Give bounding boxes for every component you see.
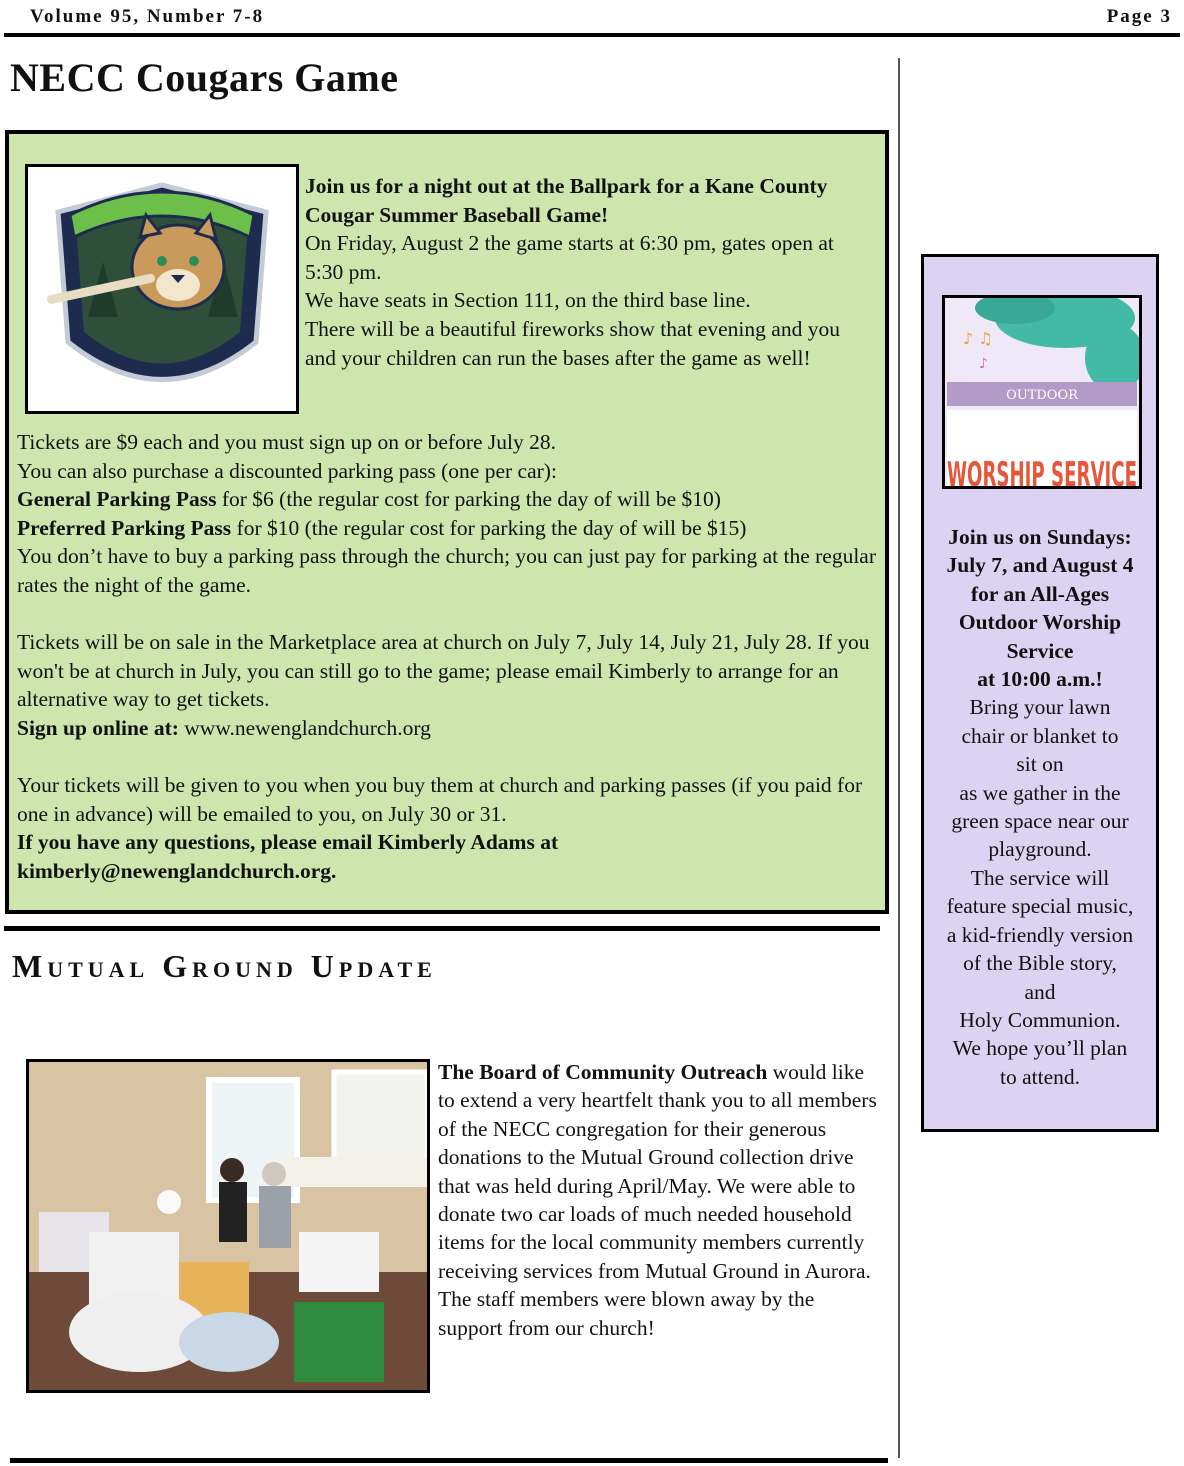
worship-graphic [945, 298, 1139, 486]
worship-image-big-text: WORSHIP SERVICE [947, 455, 1137, 486]
worship-bold-line: for an All-Ages [970, 581, 1110, 606]
parking-optional: You don’t have to buy a parking pass through the church; you can just pay for parking at the regular rates the night of the game. [17, 544, 877, 597]
volume-label: Volume 95, Number 7-8 [30, 6, 265, 27]
mutual-ground-board: The Board of Community Outreach [438, 1060, 768, 1084]
worship-line: sit on [1016, 752, 1064, 777]
svg-text:♪: ♪ [979, 356, 988, 372]
cougars-title: NECC Cougars Game [10, 55, 399, 100]
cougar-logo [28, 167, 296, 411]
intro-line: We have seats in Section 111, on the third base line. [305, 288, 751, 313]
intro-heading: Join us for a night out at the Ballpark for a Kane County Cougar Summer Baseball Game! [305, 174, 828, 227]
worship-image-small-text: OUTDOOR [1006, 388, 1078, 403]
cougars-box [5, 130, 889, 914]
worship-line: chair or blanket to [961, 723, 1119, 748]
sale-info: Tickets will be on sale in the Marketplace area at church on July 7, July 14, July 21, July 28. If you won't be at church in July, you can still go to the game; please email Kimberly to arrange for an alternative way to get tickets. [17, 630, 870, 712]
cougars-details [17, 428, 877, 886]
worship-line: We hope you’ll plan [952, 1036, 1128, 1061]
questions-contact [17, 828, 877, 885]
donation-photo-image [29, 1062, 427, 1390]
worship-line: of the Bible story, [963, 951, 1117, 976]
worship-line: to attend. [999, 1064, 1080, 1089]
intro-line: On Friday, August 2 the game starts at 6:30 pm, gates open at 5:30 pm. [305, 231, 834, 284]
signup-label: Sign up online at: [17, 715, 179, 740]
worship-line: Holy Communion. [959, 1007, 1121, 1032]
general-parking-detail: for $6 (the regular cost for parking the day of will be $10) [216, 487, 721, 512]
preferred-parking-detail: for $10 (the regular cost for parking the day of will be $15) [231, 515, 747, 540]
questions-text: If you have any questions, please email Kimberly Adams at kimberly@newenglandchurch.org. [17, 830, 559, 883]
cougars-logo-frame [25, 164, 299, 414]
column-divider [898, 58, 900, 1458]
worship-box [921, 254, 1159, 1132]
mutual-ground-body: would like to extend a very heartfelt thank you to all members of the NECC congregation for their generous donations to the Mutual Ground collection drive that was held during April/May. We were able to donate two car loads of much needed household items for the local community members currently receiving services from Mutual Ground in Aurora. The staff members were blown away by the support from our church! [438, 1060, 877, 1340]
general-parking [17, 485, 877, 514]
parking-intro: You can also purchase a discounted parking pass (one per car): [17, 458, 557, 483]
signup-url[interactable]: www.newenglandchurch.org [178, 715, 431, 740]
section-rule [4, 926, 880, 931]
worship-line: Bring your lawn [969, 695, 1111, 720]
worship-bold-line: Service [1006, 638, 1074, 663]
general-parking-label: General Parking Pass [17, 487, 217, 512]
worship-info [928, 523, 1152, 1091]
tickets-price: Tickets are $9 each and you must sign up on or before July 28. [17, 430, 557, 454]
worship-line: and [1024, 979, 1056, 1004]
worship-line: green space near our [951, 809, 1129, 834]
worship-line: as we gather in the [959, 780, 1121, 805]
header-rule [4, 33, 1180, 37]
delivery-info: Your tickets will be given to you when you buy them at church and parking passes (if you paid for one in advance) will be emailed to you, on July 30 or 31. [17, 773, 863, 826]
worship-image [942, 295, 1142, 489]
worship-line: playground. [988, 837, 1092, 862]
worship-line: feature special music, [946, 894, 1134, 919]
mutual-ground-title: Mutual Ground Update [12, 948, 437, 984]
worship-bold-line: at 10:00 a.m.! [977, 667, 1103, 692]
worship-line: a kid-friendly version [946, 922, 1134, 947]
worship-bold-line: Outdoor Worship [958, 610, 1122, 635]
svg-text:♪ ♫: ♪ ♫ [963, 329, 993, 348]
worship-bold-line: Join us on Sundays: [948, 525, 1132, 549]
page-number: Page 3 [1106, 6, 1172, 27]
worship-bold-line: July 7, and August 4 [946, 553, 1134, 578]
intro-line: There will be a beautiful fireworks show that evening and you and your children can run the bases after the game as well! [305, 316, 840, 370]
preferred-parking [17, 514, 877, 543]
preferred-parking-label: Preferred Parking Pass [17, 515, 232, 540]
signup-line [17, 714, 877, 743]
cougars-intro [305, 172, 875, 372]
worship-line: The service will [970, 865, 1110, 890]
donation-photo [26, 1059, 430, 1393]
bottom-rule [10, 1458, 888, 1463]
mutual-ground-text [438, 1058, 878, 1342]
